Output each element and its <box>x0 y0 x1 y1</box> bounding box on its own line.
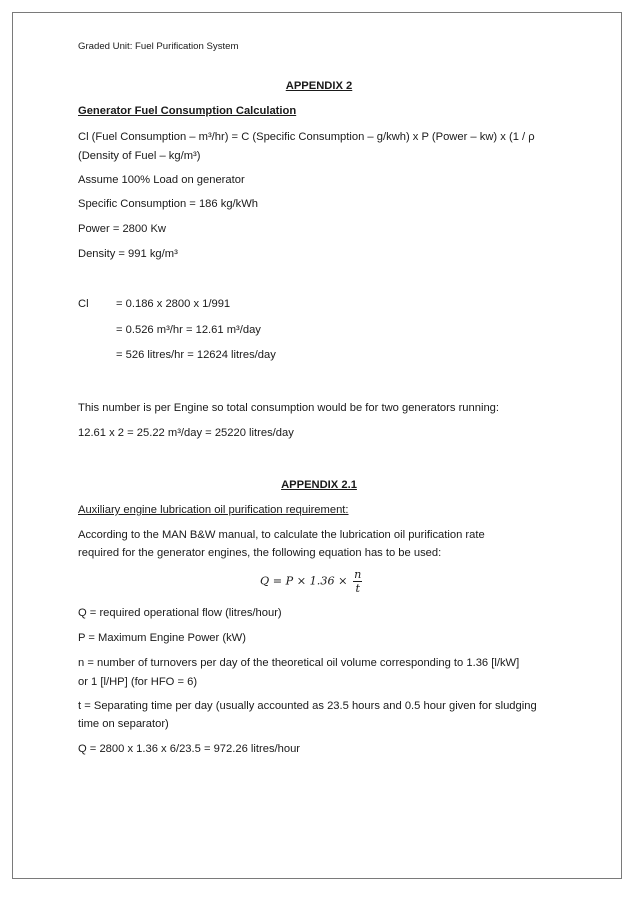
formula-line-1: Cl (Fuel Consumption – m³/hr) = C (Specific Consumption – g/kwh) x P (Power – kw) x (1 / ρ <box>78 131 535 143</box>
purification-equation <box>260 568 362 595</box>
lube-oil-title: Auxiliary engine lubrication oil purification requirement: <box>78 504 349 516</box>
definition-p: P = Maximum Engine Power (kW) <box>78 632 246 644</box>
definition-t-line-1: t = Separating time per day (usually accounted as 23.5 hours and 0.5 hour given for sludging <box>78 700 537 712</box>
calc-step-2: = 0.526 m³/hr = 12.61 m³/day <box>116 324 261 336</box>
power-text: Power = 2800 Kw <box>78 223 166 235</box>
assumption-text: Assume 100% Load on generator <box>78 174 245 186</box>
specific-consumption-text: Specific Consumption = 186 kg/kWh <box>78 198 259 210</box>
definition-n-line-1: n = number of turnovers per day of the theoretical oil volume corresponding to 1.36 [l/kW] <box>78 657 520 669</box>
definition-n-line-2: or 1 [l/HP] (for HFO = 6) <box>78 676 198 688</box>
formula-line-2: (Density of Fuel – kg/m³) <box>78 150 201 162</box>
intro-line-2: required for the generator engines, the following equation has to be used: <box>78 547 442 559</box>
calc-step-1: = 0.186 x 2800 x 1/991 <box>116 298 231 310</box>
density-text: Density = 991 kg/m³ <box>78 248 178 260</box>
equation-fraction <box>353 568 362 595</box>
appendix-2-heading: APPENDIX 2 <box>285 80 353 92</box>
running-header: Graded Unit: Fuel Purification System <box>78 41 239 52</box>
calc-step-3: = 526 litres/hr = 12624 litres/day <box>116 349 276 361</box>
equation-numerator: n <box>354 568 362 581</box>
equation-denominator: t <box>355 582 360 595</box>
definition-t-line-2: time on separator) <box>78 718 169 730</box>
per-engine-note: This number is per Engine so total consumption would be for two generators running: <box>78 402 500 414</box>
purification-result: Q = 2800 x 1.36 x 6/23.5 = 972.26 litres/hour <box>78 743 301 755</box>
equation-lhs: Q = P × 1.36 × <box>260 574 348 588</box>
fuel-consumption-title: Generator Fuel Consumption Calculation <box>78 105 297 117</box>
definition-q: Q = required operational flow (litres/hour) <box>78 607 282 619</box>
appendix-2-1-heading: APPENDIX 2.1 <box>281 479 357 491</box>
intro-line-1: According to the MAN B&W manual, to calculate the lubrication oil purification rate <box>78 529 485 541</box>
total-consumption: 12.61 x 2 = 25.22 m³/day = 25220 litres/day <box>78 427 294 439</box>
calc-label: Cl <box>78 298 89 310</box>
